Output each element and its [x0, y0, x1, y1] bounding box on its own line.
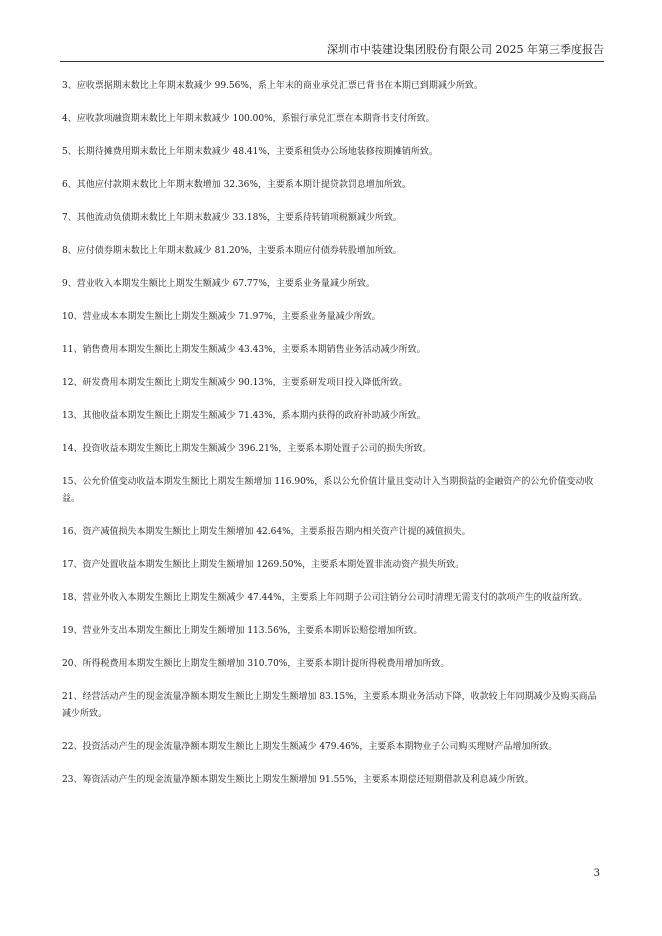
page-number: 3: [593, 868, 600, 879]
list-item: 7、其他流动负债期末数比上年期末数减少 33.18%，主要系待转销项税额减少所致。: [62, 213, 402, 223]
list-item: 5、长期待摊费用期末数比上年期末数减少 48.41%，主要系租赁办公场地装修按期摊销所致。: [62, 147, 438, 157]
list-item: 17、资产处置收益本期发生额比上期发生额增加 1269.50%，主要系本期处置非流动资产损失所致。: [62, 560, 465, 570]
list-item: 20、所得税费用本期发生额比上期发生额增加 310.70%，主要系本期计提所得税费用增加所致。: [62, 659, 450, 669]
list-item: 16、资产减值损失本期发生额比上期发生额增加 42.64%，主要系报告期内相关资产计提的减值损失。: [62, 527, 471, 537]
list-item: 9、营业收入本期发生额比上期发生额减少 67.77%，主要系业务量减少所致。: [62, 279, 375, 289]
list-item: 22、投资活动产生的现金流量净额本期发生额比上期发生额减少 479.46%，主要系本期物业子公司购买理财产品增加所致。: [62, 742, 558, 752]
list-item: 14、投资收益本期发生额比上期发生额减少 396.21%，主要系本期处置子公司的损失所致。: [62, 444, 432, 454]
page-header: 深圳市中装建设集团股份有限公司 2025 年第三季度报告: [327, 43, 604, 56]
list-item: 23、筹资活动产生的现金流量净额本期发生额比上期发生额增加 91.55%，主要系本期偿还短期借款及利息减少所致。: [62, 775, 534, 785]
list-item: 15、公允价值变动收益本期发生额比上期发生额增加 116.90%，系以公允价值计量且变动计入当期损益的金融资产的公允价值变动收益。: [62, 477, 594, 504]
list-item: 13、其他收益本期发生额比上期发生额减少 71.43%，系本期内获得的政府补助减少所致。: [62, 411, 426, 421]
list-item: 4、应收款项融资期末数比上年期末数减少 100.00%，系银行承兑汇票在本期背书支付所致。: [62, 114, 435, 124]
list-item: 12、研发费用本期发生额比上期发生额减少 90.13%，主要系研发项目投入降低所致。: [62, 378, 408, 388]
explanation-list: [62, 78, 604, 789]
list-item: 6、其他应付款期末数比上年期末数增加 32.36%，主要系本期计提贷款罚息增加所致。: [62, 180, 411, 190]
list-item: 18、营业外收入本期发生额比上期发生额减少 47.44%，主要系上年同期子公司注销分公司时清理无需支付的款项产生的收益所致。: [62, 593, 588, 603]
list-item: 11、销售费用本期发生额比上期发生额减少 43.43%，主要系本期销售业务活动减少所致。: [62, 345, 426, 355]
header-divider: [60, 61, 604, 62]
list-item: 3、应收票据期末数比上年期末数减少 99.56%，系上年末的商业承兑汇票已背书在本期已到期减少所致。: [62, 81, 483, 91]
list-item: 10、营业成本本期发生额比上期发生额减少 71.97%，主要系业务量减少所致。: [62, 312, 381, 322]
list-item: 19、营业外支出本期发生额比上期发生额增加 113.56%，主要系本期诉讼赔偿增加所致。: [62, 626, 423, 636]
list-item: 8、应付债券期末数比上年期末数减少 81.20%，主要系本期应付债券转股增加所致。: [62, 246, 402, 256]
list-item: 21、经营活动产生的现金流量净额本期发生额比上期发生额增加 83.15%，主要系本期业务活动下降，收款较上年同期减少及购买商品减少所致。: [62, 692, 597, 719]
